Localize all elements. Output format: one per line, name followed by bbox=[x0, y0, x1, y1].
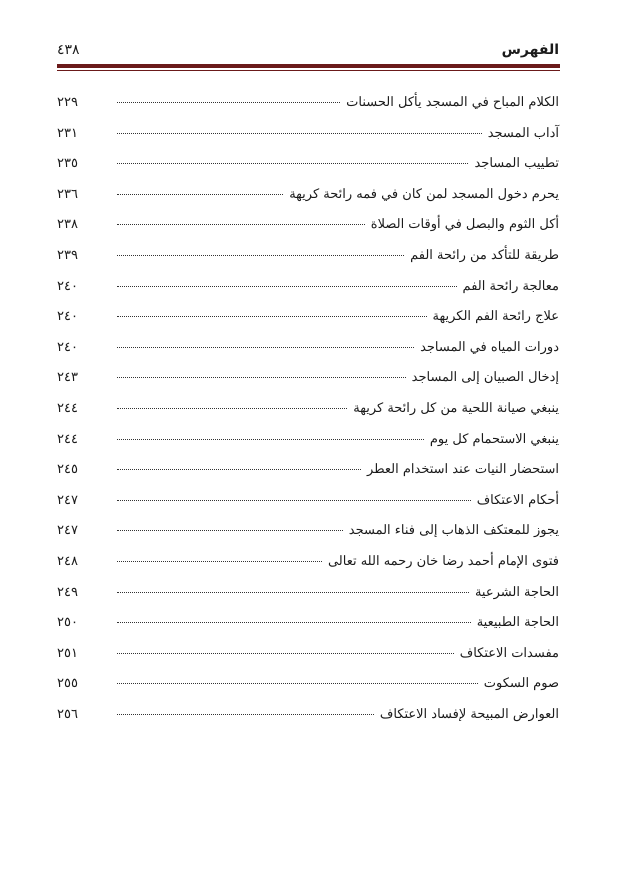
toc-entry-page: ٢٤٠ bbox=[57, 278, 78, 294]
toc-entry-page: ٢٤٤ bbox=[57, 400, 78, 416]
toc-dot-leader bbox=[117, 254, 404, 256]
toc-dot-leader bbox=[117, 499, 471, 501]
toc-entry bbox=[57, 585, 559, 616]
toc-entry bbox=[57, 340, 559, 371]
toc-entry bbox=[57, 95, 559, 126]
toc-entry-title: فتوى الإمام أحمد رضا خان رحمه الله تعالى bbox=[327, 553, 559, 569]
toc-entry bbox=[57, 462, 559, 493]
toc-entry bbox=[57, 646, 559, 677]
toc-entry bbox=[57, 156, 559, 187]
toc-dot-leader bbox=[117, 652, 454, 654]
toc-entry bbox=[57, 432, 559, 463]
toc-entry-title: آداب المسجد bbox=[487, 125, 559, 141]
toc-entry-title: الحاجة الشرعية bbox=[474, 584, 559, 600]
toc-entry bbox=[57, 248, 559, 279]
toc-dot-leader bbox=[117, 101, 340, 103]
toc-dot-leader bbox=[117, 529, 343, 531]
toc-entry-page: ٢٤٤ bbox=[57, 431, 78, 447]
toc-entry-title: تطييب المساجد bbox=[474, 156, 559, 172]
toc-entry-page: ٢٥١ bbox=[57, 645, 78, 661]
toc-entry-title: دورات المياه في المساجد bbox=[420, 339, 559, 355]
toc-entry bbox=[57, 676, 559, 707]
toc-dot-leader bbox=[117, 285, 457, 287]
toc-entry bbox=[57, 370, 559, 401]
toc-entry-page: ٢٣٨ bbox=[57, 217, 78, 233]
page-header bbox=[57, 40, 559, 62]
toc-entry-page: ٢٤٠ bbox=[57, 309, 78, 325]
toc-entry-page: ٢٤٥ bbox=[57, 462, 78, 478]
toc-entry bbox=[57, 493, 559, 524]
toc-dot-leader bbox=[117, 193, 283, 195]
toc-entry-title: أحكام الاعتكاف bbox=[476, 492, 559, 508]
toc-entry-page: ٢٥٠ bbox=[57, 615, 78, 631]
toc-entry-page: ٢٥٦ bbox=[57, 706, 78, 722]
toc-entry bbox=[57, 554, 559, 585]
toc-dot-leader bbox=[117, 713, 374, 715]
toc-entry bbox=[57, 707, 559, 738]
toc-entry-page: ٢٤٩ bbox=[57, 584, 78, 600]
toc-dot-leader bbox=[117, 407, 347, 409]
toc-entry-page: ٢٤٨ bbox=[57, 553, 78, 569]
toc-entry-page: ٢٢٩ bbox=[57, 95, 78, 110]
toc-entry-page: ٢٥٥ bbox=[57, 676, 78, 692]
toc-entry-title: العوارض المبيحة لإفساد الاعتكاف bbox=[379, 706, 559, 722]
toc-entry bbox=[57, 401, 559, 432]
toc-entry-title: معالجة رائحة الفم bbox=[462, 278, 559, 294]
toc-dot-leader bbox=[117, 591, 469, 593]
toc-entry-title: ينبغي صيانة اللحية من كل رائحة كريهة bbox=[353, 400, 559, 416]
table-of-contents bbox=[57, 95, 559, 737]
toc-entry bbox=[57, 279, 559, 310]
toc-entry-page: ٢٤٠ bbox=[57, 339, 78, 355]
header-rule-thin bbox=[57, 70, 560, 71]
toc-entry-page: ٢٤٣ bbox=[57, 370, 78, 386]
toc-dot-leader bbox=[117, 468, 361, 470]
toc-entry-title: علاج رائحة الفم الكريهة bbox=[432, 309, 559, 325]
toc-entry-page: ٢٤٧ bbox=[57, 523, 78, 539]
toc-entry-title: ينبغي الاستحمام كل يوم bbox=[429, 431, 559, 447]
toc-entry-page: ٢٤٧ bbox=[57, 492, 78, 508]
toc-entry-title: مفسدات الاعتكاف bbox=[459, 645, 559, 661]
toc-dot-leader bbox=[117, 621, 471, 623]
toc-entry bbox=[57, 217, 559, 248]
toc-entry-page: ٢٣١ bbox=[57, 125, 78, 141]
toc-entry-title: صوم السكوت bbox=[483, 676, 559, 692]
toc-dot-leader bbox=[117, 682, 478, 684]
toc-entry-title: يجوز للمعتكف الذهاب إلى فناء المسجد bbox=[348, 523, 559, 539]
toc-entry-page: ٢٣٦ bbox=[57, 186, 78, 202]
toc-entry-title: استحضار النيات عند استخدام العطر bbox=[367, 462, 559, 478]
toc-dot-leader bbox=[117, 376, 406, 378]
toc-entry-title: أكل الثوم والبصل في أوقات الصلاة bbox=[370, 217, 559, 233]
toc-entry-page: ٢٣٥ bbox=[57, 156, 78, 172]
header-rule-thick bbox=[57, 64, 560, 68]
toc-dot-leader bbox=[117, 438, 424, 440]
toc-dot-leader bbox=[117, 346, 414, 348]
toc-entry-title: إدخال الصبيان إلى المساجد bbox=[411, 370, 559, 386]
toc-entry bbox=[57, 523, 559, 554]
toc-dot-leader bbox=[117, 560, 322, 562]
toc-entry-title: الحاجة الطبيعية bbox=[476, 615, 559, 631]
toc-dot-leader bbox=[117, 132, 482, 134]
toc-entry-page: ٢٣٩ bbox=[57, 247, 78, 263]
toc-entry bbox=[57, 309, 559, 340]
toc-entry-title: يحرم دخول المسجد لمن كان في فمه رائحة كريهة bbox=[289, 186, 559, 202]
toc-entry-title: الكلام المباح في المسجد يأكل الحسنات bbox=[346, 95, 559, 110]
toc-dot-leader bbox=[117, 315, 427, 317]
toc-entry bbox=[57, 126, 559, 157]
page-number: ٤٣٨ bbox=[57, 42, 80, 58]
toc-entry-title: طريقة للتأكد من رائحة الفم bbox=[410, 247, 559, 263]
toc-entry bbox=[57, 615, 559, 646]
toc-dot-leader bbox=[117, 223, 365, 225]
toc-dot-leader bbox=[117, 162, 468, 164]
toc-entry bbox=[57, 187, 559, 218]
page-title: الفهرس bbox=[501, 42, 559, 58]
